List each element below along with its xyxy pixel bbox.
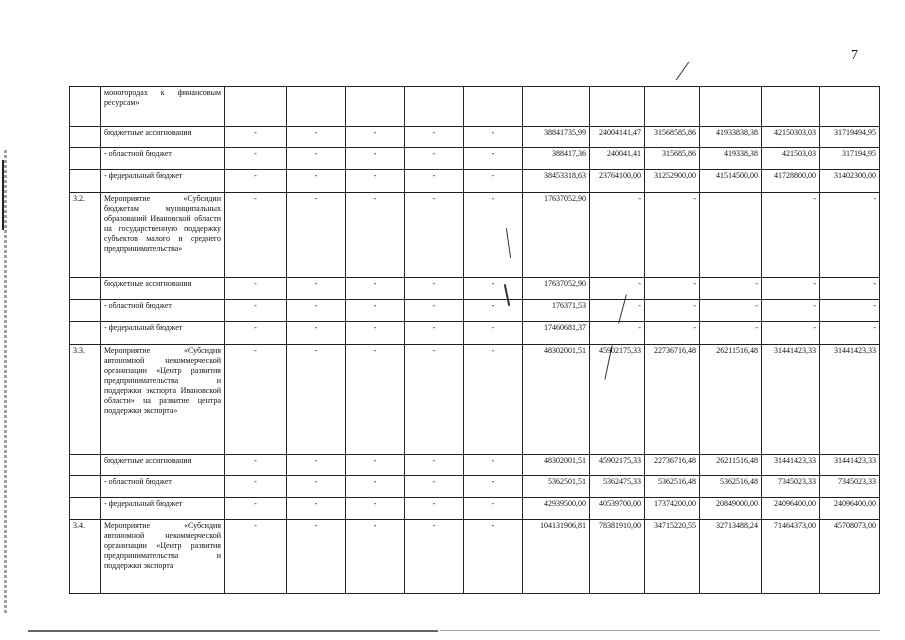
amount-cell: - — [820, 278, 880, 300]
year-cell: - — [287, 322, 346, 345]
year-cell: - — [464, 476, 523, 498]
amount-cell: 45902175,33 — [590, 455, 645, 476]
year-cell: - — [464, 455, 523, 476]
year-cell: - — [346, 476, 405, 498]
year-cell: - — [346, 322, 405, 345]
amount-cell: - — [820, 322, 880, 345]
amount-cell: - — [590, 193, 645, 278]
amount-cell: 41728800,00 — [762, 170, 820, 193]
amount-cell: - — [762, 322, 820, 345]
year-cell: - — [346, 127, 405, 148]
amount-cell — [645, 87, 700, 127]
amount-cell: 176371,53 — [523, 300, 590, 322]
year-cell — [464, 87, 523, 127]
budget-table — [69, 86, 880, 594]
table-row — [70, 193, 880, 278]
year-cell: - — [405, 345, 464, 455]
amount-cell: 419338,38 — [700, 148, 762, 170]
amount-cell: 5362516,48 — [700, 476, 762, 498]
year-cell: - — [405, 498, 464, 520]
year-cell: - — [346, 148, 405, 170]
amount-cell: 31402300,00 — [820, 170, 880, 193]
amount-cell: 41933838,38 — [700, 127, 762, 148]
amount-cell: 31441423,33 — [820, 455, 880, 476]
amount-cell — [820, 87, 880, 127]
amount-cell: - — [645, 322, 700, 345]
year-cell — [346, 87, 405, 127]
amount-cell: 24004141,47 — [590, 127, 645, 148]
table-row — [70, 170, 880, 193]
amount-cell: 38453318,63 — [523, 170, 590, 193]
amount-cell: 71464373,00 — [762, 520, 820, 594]
year-cell: - — [405, 476, 464, 498]
amount-cell: 40539700,00 — [590, 498, 645, 520]
amount-cell: 32713488,24 — [700, 520, 762, 594]
year-cell — [405, 87, 464, 127]
amount-cell: - — [700, 322, 762, 345]
table-row — [70, 345, 880, 455]
amount-cell: 45902175,33 — [590, 345, 645, 455]
year-cell: - — [225, 520, 287, 594]
amount-cell: 24096400,00 — [820, 498, 880, 520]
amount-cell: 31441423,33 — [820, 345, 880, 455]
amount-cell: - — [645, 193, 700, 278]
year-cell: - — [346, 455, 405, 476]
amount-cell: 48302001,51 — [523, 345, 590, 455]
scan-edge-mark-dark — [2, 160, 4, 230]
year-cell: - — [464, 193, 523, 278]
amount-cell: 31568585,86 — [645, 127, 700, 148]
row-name: Мероприятие «Субсидия автономной некоммерческой организации «Центр развития предпринимательства и поддержки экспорта — [101, 520, 225, 594]
table-row — [70, 322, 880, 345]
year-cell: - — [405, 127, 464, 148]
amount-cell: 31719494,95 — [820, 127, 880, 148]
row-name: бюджетные ассигнования — [101, 278, 225, 300]
year-cell: - — [464, 278, 523, 300]
year-cell: - — [464, 322, 523, 345]
amount-cell: - — [762, 193, 820, 278]
year-cell: - — [287, 476, 346, 498]
row-name: Мероприятие «Субсидии бюджетам муниципальных образований Ивановской области на государственную поддержку субъектов малого и среднего предпринимательства» — [101, 193, 225, 278]
amount-cell: 26211516,48 — [700, 455, 762, 476]
year-cell: - — [225, 476, 287, 498]
year-cell: - — [346, 498, 405, 520]
page-number: 7 — [851, 48, 858, 63]
year-cell: - — [464, 300, 523, 322]
year-cell: - — [464, 170, 523, 193]
amount-cell — [700, 193, 762, 278]
amount-cell: 31441423,33 — [762, 455, 820, 476]
amount-cell: 23764100,00 — [590, 170, 645, 193]
year-cell: - — [346, 278, 405, 300]
year-cell: - — [346, 520, 405, 594]
row-index — [70, 455, 101, 476]
year-cell: - — [464, 520, 523, 594]
year-cell: - — [287, 498, 346, 520]
year-cell: - — [346, 300, 405, 322]
year-cell: - — [464, 127, 523, 148]
amount-cell: 388417,36 — [523, 148, 590, 170]
year-cell: - — [225, 127, 287, 148]
amount-cell: 48302001,51 — [523, 455, 590, 476]
year-cell: - — [346, 345, 405, 455]
amount-cell: 24096400,00 — [762, 498, 820, 520]
row-index — [70, 322, 101, 345]
amount-cell: 7345023,33 — [762, 476, 820, 498]
amount-cell: 17637052,90 — [523, 193, 590, 278]
table-row — [70, 87, 880, 127]
year-cell: - — [287, 170, 346, 193]
row-index — [70, 498, 101, 520]
year-cell: - — [405, 455, 464, 476]
row-name: бюджетные ассигнования — [101, 455, 225, 476]
amount-cell: 7345023,33 — [820, 476, 880, 498]
year-cell: - — [287, 455, 346, 476]
row-index — [70, 148, 101, 170]
year-cell: - — [287, 148, 346, 170]
year-cell: - — [346, 193, 405, 278]
amount-cell: 31252900,00 — [645, 170, 700, 193]
year-cell — [287, 87, 346, 127]
year-cell: - — [464, 148, 523, 170]
budget-table-body — [70, 87, 880, 594]
year-cell: - — [287, 300, 346, 322]
year-cell: - — [225, 193, 287, 278]
amount-cell: - — [820, 193, 880, 278]
year-cell: - — [225, 322, 287, 345]
amount-cell: 104131906,81 — [523, 520, 590, 594]
year-cell: - — [225, 278, 287, 300]
year-cell: - — [405, 322, 464, 345]
year-cell: - — [287, 345, 346, 455]
amount-cell: 5362516,48 — [645, 476, 700, 498]
amount-cell: - — [645, 278, 700, 300]
table-row — [70, 300, 880, 322]
table-row — [70, 148, 880, 170]
year-cell: - — [225, 300, 287, 322]
row-index — [70, 476, 101, 498]
amount-cell: 78381910,00 — [590, 520, 645, 594]
row-index — [70, 170, 101, 193]
amount-cell: 5362475,33 — [590, 476, 645, 498]
amount-cell: 22736716,48 — [645, 455, 700, 476]
pen-stroke — [676, 62, 689, 81]
table-row — [70, 476, 880, 498]
year-cell: - — [225, 345, 287, 455]
amount-cell: 17460681,37 — [523, 322, 590, 345]
amount-cell: 240041,41 — [590, 148, 645, 170]
amount-cell: - — [700, 300, 762, 322]
amount-cell: 41514500,00 — [700, 170, 762, 193]
year-cell: - — [287, 127, 346, 148]
row-index: 3.2. — [70, 193, 101, 278]
row-name: - федеральный бюджет — [101, 498, 225, 520]
amount-cell — [700, 87, 762, 127]
year-cell: - — [225, 170, 287, 193]
year-cell: - — [405, 148, 464, 170]
table-row — [70, 498, 880, 520]
row-index — [70, 127, 101, 148]
amount-cell: - — [762, 278, 820, 300]
row-name: - областной бюджет — [101, 300, 225, 322]
amount-cell: 42939500,00 — [523, 498, 590, 520]
amount-cell — [523, 87, 590, 127]
row-name: Мероприятие «Субсидия автономной некоммерческой организации «Центр развития предпринимательства и поддержки экспорта Ивановской области» на развитие центра поддержки экспорта» — [101, 345, 225, 455]
table-row — [70, 278, 880, 300]
amount-cell: 22736716,48 — [645, 345, 700, 455]
year-cell — [225, 87, 287, 127]
amount-cell: - — [590, 322, 645, 345]
amount-cell: 31441423,33 — [762, 345, 820, 455]
year-cell: - — [405, 170, 464, 193]
year-cell: - — [287, 520, 346, 594]
amount-cell: 17637052,90 — [523, 278, 590, 300]
page-bottom-rule-light — [440, 630, 880, 631]
amount-cell: 34715220,55 — [645, 520, 700, 594]
amount-cell: 26211516,48 — [700, 345, 762, 455]
row-index: 3.4. — [70, 520, 101, 594]
amount-cell: 317194,95 — [820, 148, 880, 170]
row-name: бюджетные ассигнования — [101, 127, 225, 148]
year-cell: - — [287, 193, 346, 278]
table-row — [70, 520, 880, 594]
scan-edge-mark — [4, 150, 7, 615]
amount-cell: 17374200,00 — [645, 498, 700, 520]
year-cell: - — [225, 455, 287, 476]
row-name: - федеральный бюджет — [101, 170, 225, 193]
year-cell: - — [225, 498, 287, 520]
amount-cell: 315685,86 — [645, 148, 700, 170]
row-index — [70, 278, 101, 300]
amount-cell: 45708073,00 — [820, 520, 880, 594]
row-name: моногородах к финансовым ресурсам» — [101, 87, 225, 127]
year-cell: - — [225, 148, 287, 170]
row-name: - областной бюджет — [101, 148, 225, 170]
year-cell: - — [464, 498, 523, 520]
amount-cell: 42150303,03 — [762, 127, 820, 148]
amount-cell — [762, 87, 820, 127]
amount-cell: 20849000,00 — [700, 498, 762, 520]
amount-cell: - — [590, 278, 645, 300]
table-row — [70, 127, 880, 148]
row-index — [70, 87, 101, 127]
amount-cell: 38841735,99 — [523, 127, 590, 148]
year-cell: - — [464, 345, 523, 455]
page-bottom-rule — [28, 630, 438, 632]
amount-cell: - — [820, 300, 880, 322]
year-cell: - — [346, 170, 405, 193]
row-index — [70, 300, 101, 322]
year-cell: - — [287, 278, 346, 300]
year-cell: - — [405, 278, 464, 300]
amount-cell: - — [700, 278, 762, 300]
amount-cell: 421503,03 — [762, 148, 820, 170]
amount-cell: - — [590, 300, 645, 322]
table-row — [70, 455, 880, 476]
year-cell: - — [405, 193, 464, 278]
row-name: - федеральный бюджет — [101, 322, 225, 345]
year-cell: - — [405, 520, 464, 594]
amount-cell: - — [762, 300, 820, 322]
row-index: 3.3. — [70, 345, 101, 455]
amount-cell — [590, 87, 645, 127]
row-name: - областной бюджет — [101, 476, 225, 498]
year-cell: - — [405, 300, 464, 322]
amount-cell: - — [645, 300, 700, 322]
amount-cell: 5362501,51 — [523, 476, 590, 498]
